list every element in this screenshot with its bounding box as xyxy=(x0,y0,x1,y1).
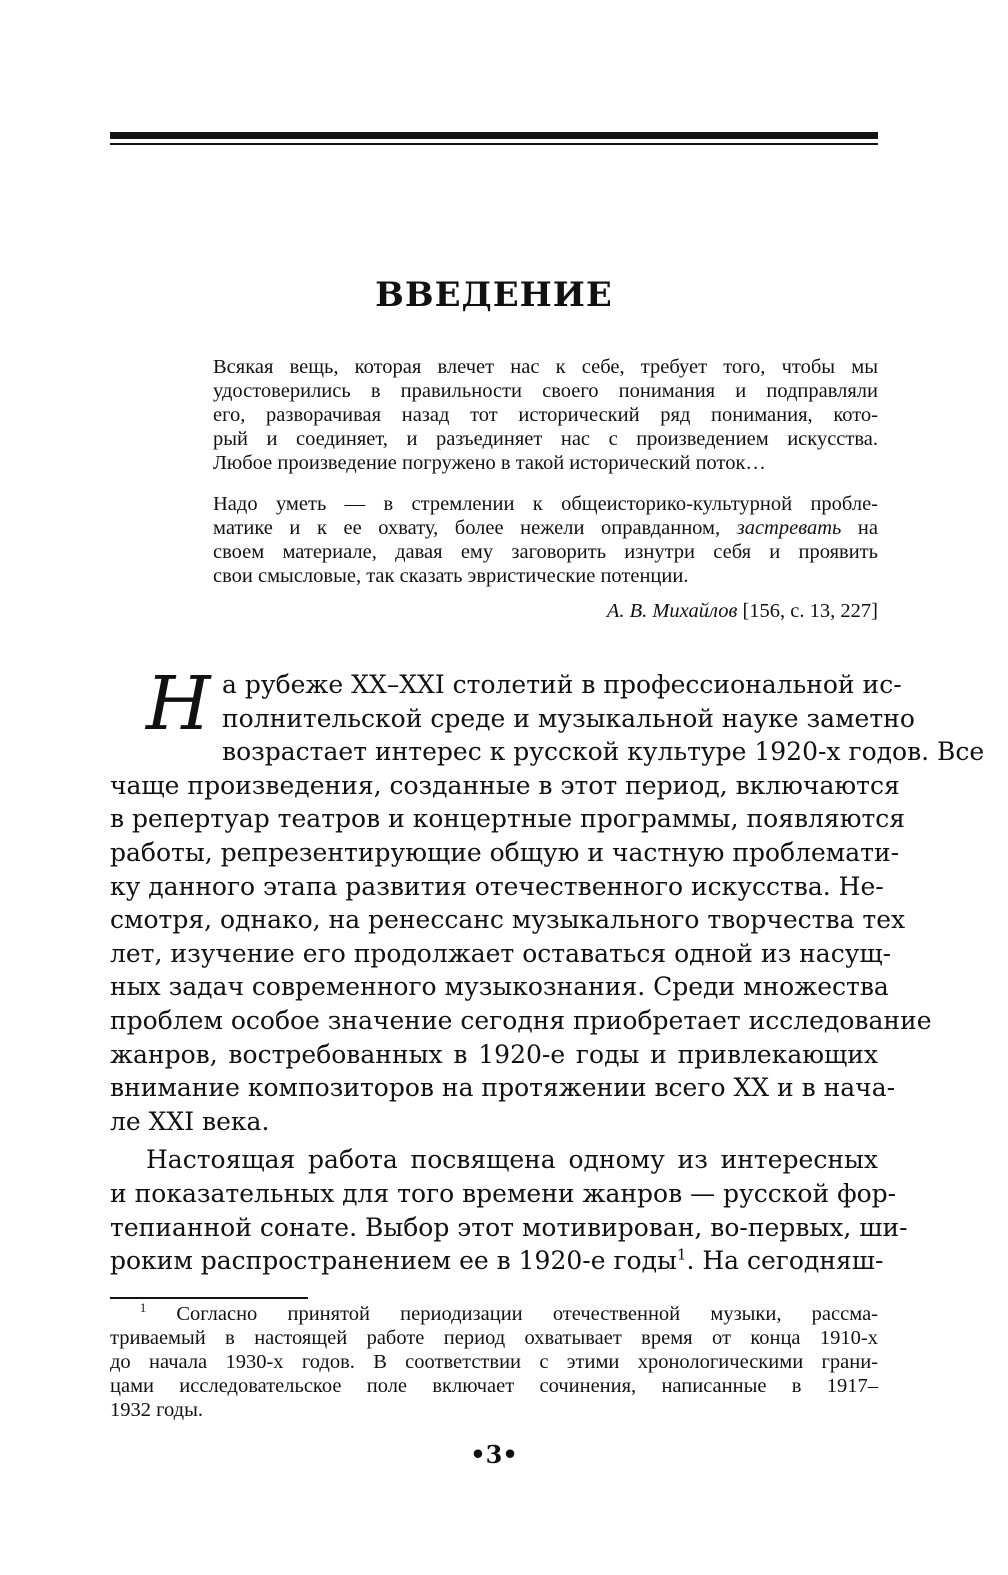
body-line: проблем особое значение сегодня приобретает исследование xyxy=(110,1005,932,1035)
footnote-line: 1932 годы. xyxy=(110,1399,204,1421)
epigraph-line xyxy=(213,516,878,540)
body-line: тепианной сонате. Выбор этот мотивирован, во-первых, ши- xyxy=(110,1212,908,1242)
body-line: чаще произведения, созданные в этот период, включаются xyxy=(110,770,900,800)
body-line: и показательных для того времени жанров — русской фор- xyxy=(110,1178,897,1208)
body-line: а рубеже XX–XXI столетий в профессиональной ис- xyxy=(222,670,902,699)
page-number: •3• xyxy=(470,1440,518,1469)
epigraph-text: на xyxy=(841,517,878,539)
body-line: в репертуар театров и концертные программы, появляются xyxy=(110,804,906,834)
epigraph-text: матике и к ее охвату, более нежели оправданном, xyxy=(213,517,737,539)
epigraph-line: его, разворачивая назад тот исторический ряд понимания, кото- xyxy=(213,404,878,426)
footnote-marker: 1 xyxy=(140,1301,147,1316)
epigraph-line: Надо уметь — в стремлении к общеисторико-культурной пробле- xyxy=(213,493,878,515)
header-rule-thin xyxy=(110,143,878,145)
epigraph-line: свои смысловые, так сказать эвристические потенции. xyxy=(213,565,689,587)
body-line: лет, изучение его продолжает оставаться одной из насущ- xyxy=(110,938,892,968)
body-line: работы, репрезентирующие общую и частную проблемати- xyxy=(110,837,900,867)
body-line: внимание композиторов на протяжении всего XX и в нача- xyxy=(110,1073,896,1103)
body-line: ле XXI века. xyxy=(110,1106,270,1136)
footnote-line: триваемый в настоящей работе период охватывает время от конца 1910-х xyxy=(110,1327,878,1349)
epigraph-line: своем материале, давая ему заговорить изнутри себя и проявить xyxy=(213,541,878,563)
epigraph-emphasis: застревать xyxy=(736,517,842,539)
body-paragraph-2 xyxy=(110,1143,908,1277)
footnote-reference[interactable]: 1 xyxy=(676,1245,687,1264)
body-line xyxy=(110,1244,884,1278)
epigraph-author: А. В. Михайлов xyxy=(606,600,738,622)
body-line: смотря, однако, на ренессанс музыкального творчества тех xyxy=(110,905,906,935)
footnote-text: Согласно принятой периодизации отечественной музыки, рассма- xyxy=(146,1303,878,1325)
footnote-line: цами исследовательское поле включает сочинения, написанные в 1917– xyxy=(110,1375,878,1397)
epigraph xyxy=(213,355,878,623)
epigraph-line: рый и соединяет, и разъединяет нас с произведением искусства. xyxy=(213,428,878,450)
body-line: жанров, востребованных в 1920-е годы и привлекающих xyxy=(110,1039,878,1069)
footnote xyxy=(110,1302,878,1422)
footnote-line xyxy=(110,1302,878,1326)
epigraph-attribution xyxy=(213,599,878,623)
body-line: Настоящая работа посвящена одному из интересных xyxy=(146,1145,878,1175)
body-line: полнительской среде и музыкальной науке заметно xyxy=(222,703,915,733)
body-line: ку данного этапа развития отечественного искусства. Не- xyxy=(110,871,884,901)
epigraph-reference: [156, с. 13, 227] xyxy=(737,600,878,622)
chapter-title: ВВЕДЕНИЕ xyxy=(375,275,613,315)
epigraph-paragraph-1 xyxy=(213,355,878,475)
header-rule-thick xyxy=(110,132,878,139)
body-line: возрастает интерес к русской культуре 1920-х годов. Все xyxy=(222,737,985,767)
main-text xyxy=(110,661,985,1278)
body-line: ных задач современного музыкознания. Среди множества xyxy=(110,972,889,1002)
epigraph-line: удостоверились в правильности своего понимания и подправляли xyxy=(213,380,878,402)
body-text: роким распространением ее в 1920-е годы xyxy=(110,1246,677,1276)
footnote-line: до начала 1930-х годов. В соответствии с этими хронологическими грани- xyxy=(110,1351,878,1373)
epigraph-line: Всякая вещь, которая влечет нас к себе, требует того, чтобы мы xyxy=(213,356,878,378)
body-paragraph-1 xyxy=(110,661,985,1138)
footnote-separator xyxy=(110,1297,308,1299)
epigraph-paragraph-2 xyxy=(213,492,878,588)
drop-cap: Н xyxy=(146,661,211,747)
body-text: . На сегодняш- xyxy=(686,1246,884,1276)
epigraph-line: Любое произведение погружено в такой исторический поток… xyxy=(213,452,766,474)
